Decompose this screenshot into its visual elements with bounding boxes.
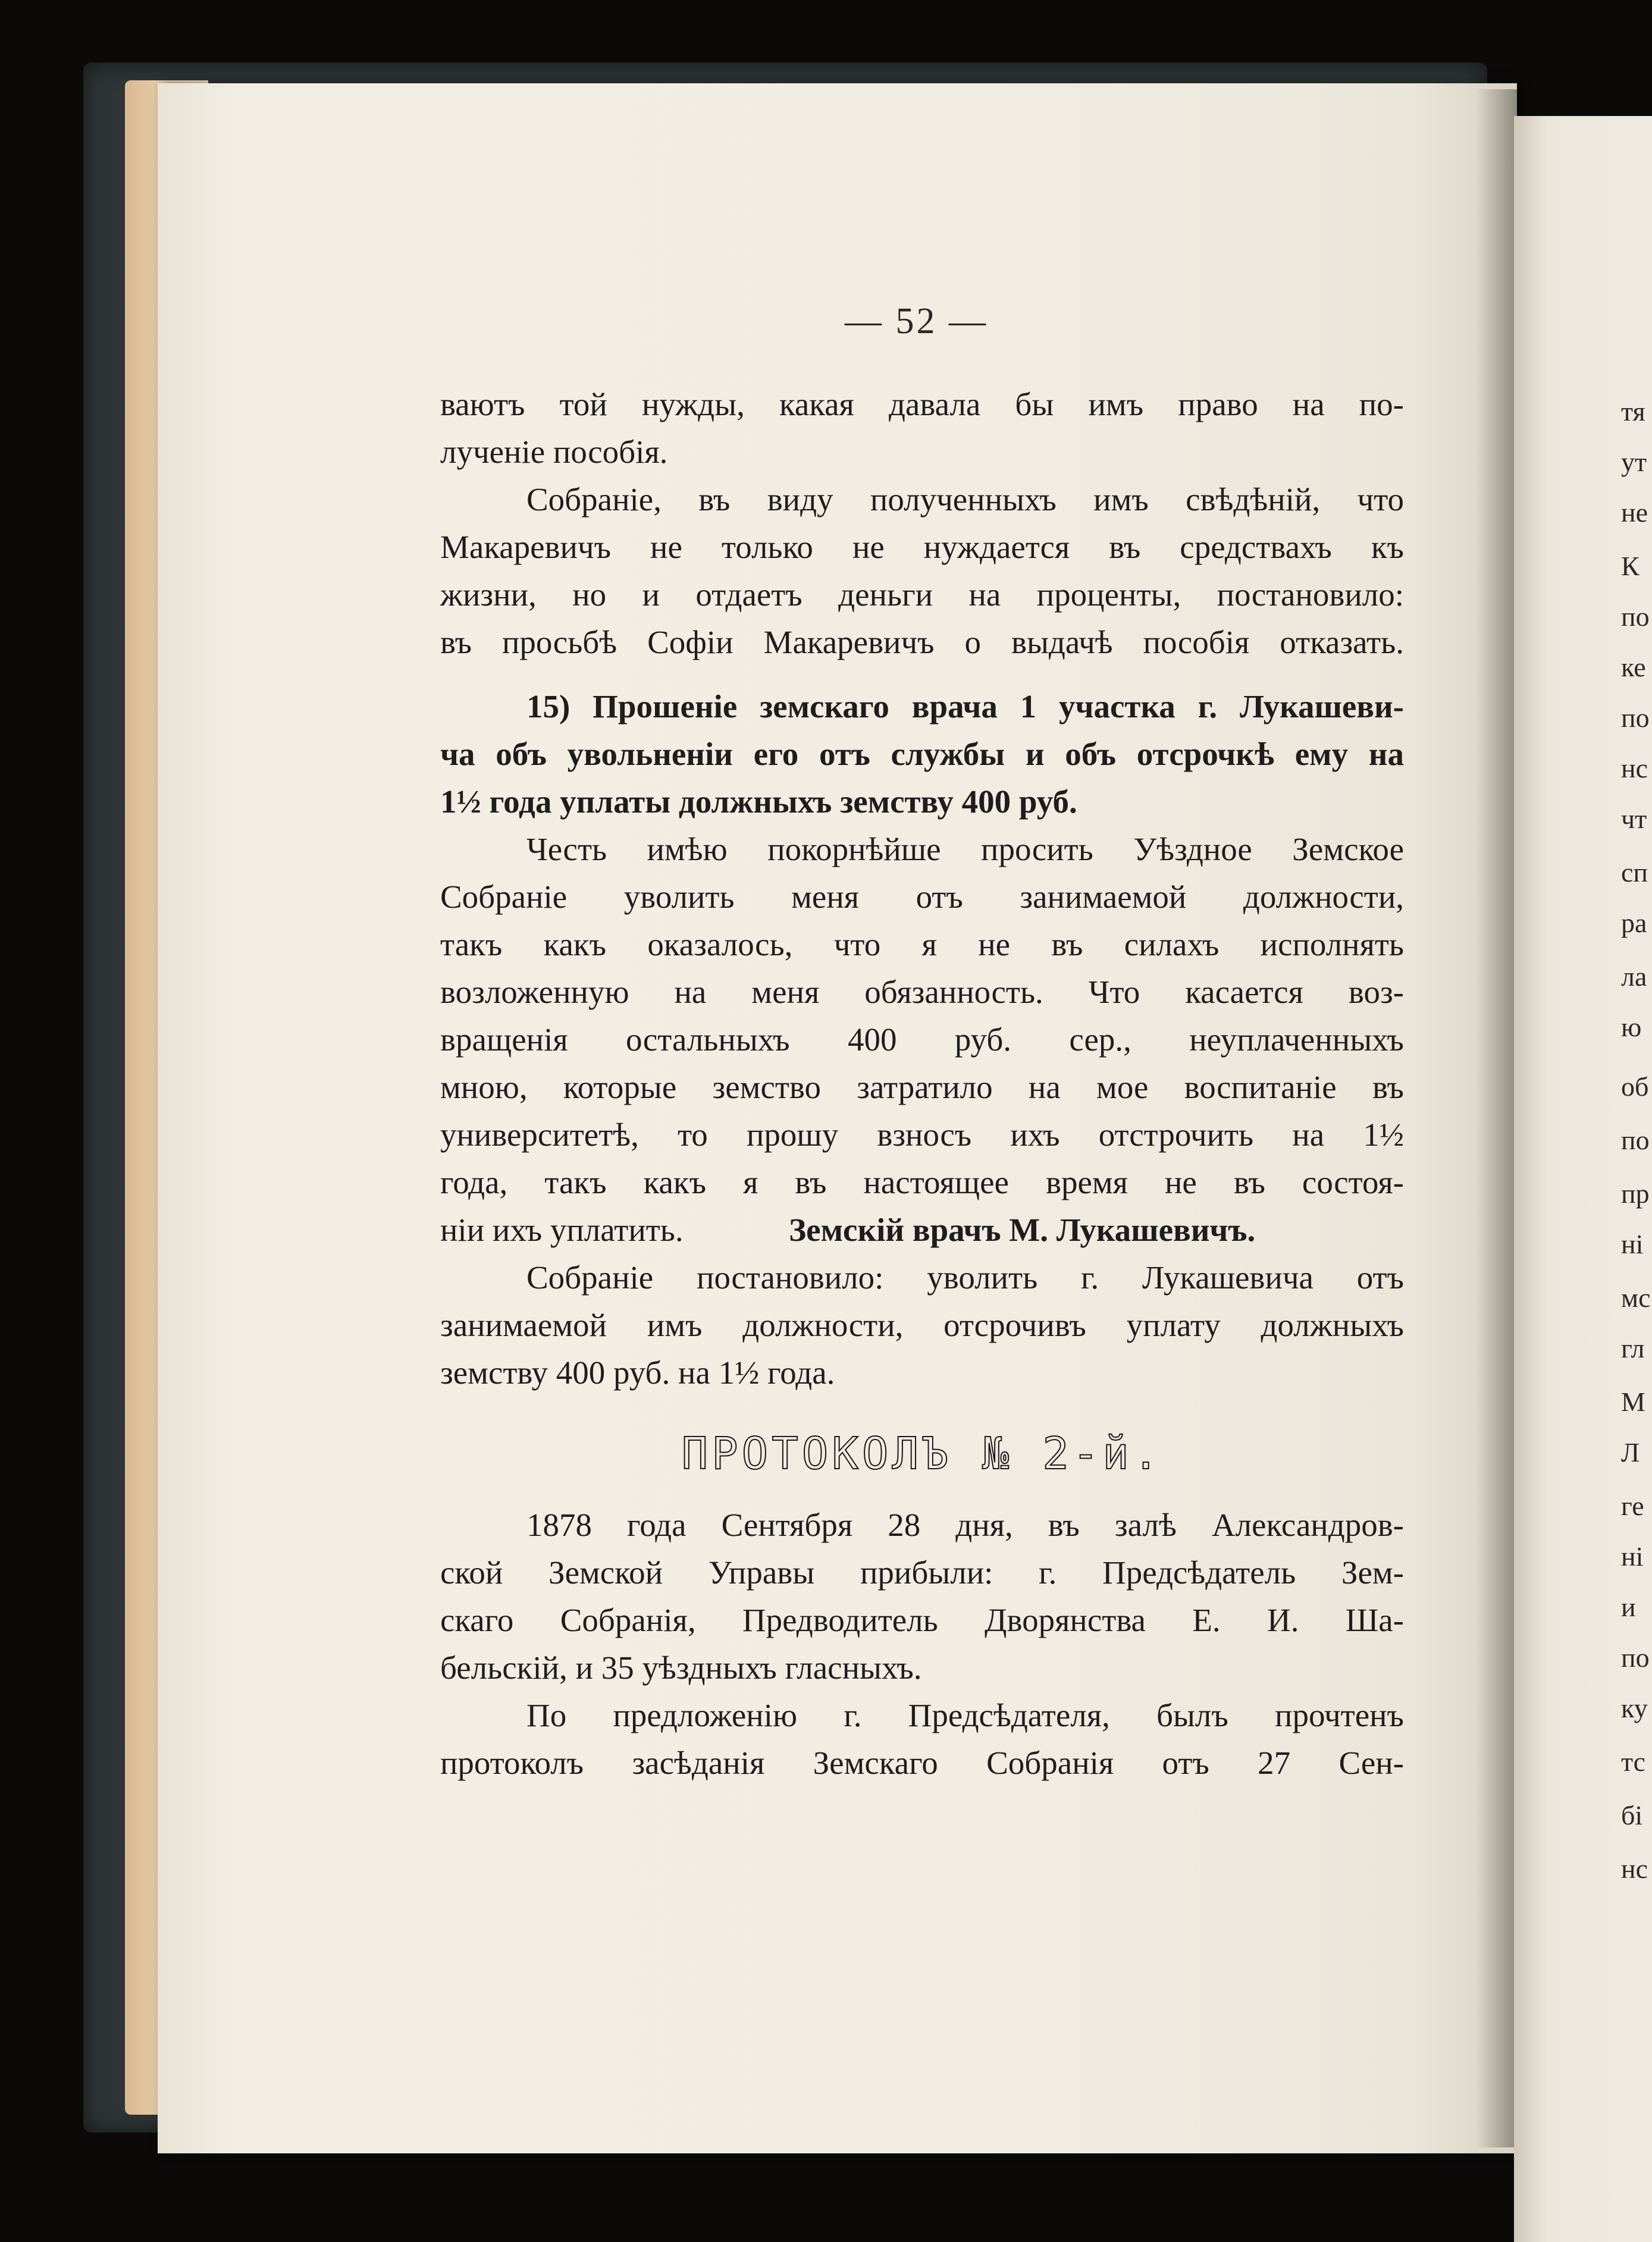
text-line: занимаемой имъ должности, отсрочивъ уплату должныхъ bbox=[440, 1307, 1404, 1343]
facing-page-fragment: ге bbox=[1621, 1491, 1644, 1521]
paragraph-protocol-2 bbox=[440, 1692, 1404, 1787]
text-line: Макаревичъ не только не нуждается въ средствахъ къ bbox=[440, 529, 1404, 565]
facing-page-fragment: ні bbox=[1621, 1229, 1644, 1259]
facing-page-fragment: ла bbox=[1621, 961, 1647, 992]
text-line: жизни, но и отдаетъ деньги на проценты, постановило: bbox=[440, 576, 1404, 613]
page-body bbox=[440, 381, 1404, 1787]
text-line: протоколъ засѣданія Земскаго Собранія отъ 27 Сен- bbox=[440, 1745, 1404, 1781]
text-line: возложенную на меня обязанность. Что касается воз- bbox=[440, 974, 1404, 1010]
paragraph-protocol-1 bbox=[440, 1501, 1404, 1692]
facing-page-fragment: мс bbox=[1621, 1283, 1651, 1313]
text-line: Собраніе, въ виду полученныхъ имъ свѣдѣній, что bbox=[526, 481, 1404, 518]
facing-page-fragment: тя bbox=[1621, 396, 1645, 427]
paragraph-decision bbox=[440, 1254, 1404, 1397]
facing-page-fragment: пр bbox=[1621, 1178, 1650, 1209]
text-line: ча объ увольненіи его отъ службы и объ отсрочкѣ ему на bbox=[440, 736, 1404, 772]
facing-page-fragment: и bbox=[1621, 1592, 1636, 1622]
signature: Земскій врачъ М. Лукашевичъ. bbox=[789, 1212, 1256, 1248]
facing-page bbox=[1514, 116, 1652, 2242]
text-line: скаго Собранія, Предводитель Дворянства Е. И. Ша- bbox=[440, 1602, 1404, 1638]
facing-page-fragment: М bbox=[1621, 1387, 1645, 1417]
facing-page-fragment: чт bbox=[1621, 804, 1647, 834]
facing-page-fragment: ку bbox=[1621, 1693, 1648, 1723]
paragraph-1 bbox=[440, 381, 1404, 476]
facing-page-fragment: ут bbox=[1621, 447, 1647, 477]
facing-page-fragment: гл bbox=[1621, 1333, 1645, 1363]
text-line: ской Земской Управы прибыли: г. Предсѣдатель Зем- bbox=[440, 1554, 1404, 1591]
text-fragment: ніи ихъ уплатить. bbox=[440, 1212, 684, 1248]
facing-page-fragment: об bbox=[1621, 1071, 1649, 1102]
text-line: 1½ года уплаты должныхъ земству 400 руб. bbox=[440, 783, 1077, 820]
facing-page-fragment: тс bbox=[1621, 1746, 1646, 1777]
text-line bbox=[440, 1206, 1404, 1254]
facing-page-fragment: ке bbox=[1621, 652, 1646, 682]
text-line: года, такъ какъ я въ настоящее время не въ состоя- bbox=[440, 1164, 1404, 1200]
text-line: лученіе пособія. bbox=[440, 434, 668, 470]
text-line: университетѣ, то прошу взносъ ихъ отстрочить на 1½ bbox=[440, 1117, 1404, 1153]
text-line: земству 400 руб. на 1½ года. bbox=[440, 1354, 835, 1391]
text-line: Собраніе постановило: уволить г. Лукашевича отъ bbox=[526, 1259, 1404, 1296]
text-line: 1878 года Сентября 28 дня, въ залѣ Александров- bbox=[526, 1507, 1404, 1543]
paragraph-2 bbox=[440, 476, 1404, 666]
text-line: Собраніе уволить меня отъ занимаемой должности, bbox=[440, 879, 1404, 915]
text-line: такъ какъ оказалось, что я не въ силахъ исполнять bbox=[440, 926, 1404, 962]
facing-page-fragment: по bbox=[1621, 1642, 1650, 1673]
facing-page-fragment: ю bbox=[1621, 1012, 1642, 1042]
facing-page-fragment: сп bbox=[1621, 857, 1648, 888]
facing-page-fragment: бі bbox=[1621, 1800, 1643, 1830]
text-line: мною, которые земство затратило на мое воспитаніе въ bbox=[440, 1069, 1404, 1105]
facing-page-fragment: нс bbox=[1621, 1854, 1648, 1884]
facing-page-fragment: К bbox=[1621, 551, 1640, 581]
spacer bbox=[440, 666, 1404, 683]
facing-page-fragment: по bbox=[1621, 601, 1650, 632]
text-line: ваютъ той нужды, какая давала бы имъ право на по- bbox=[440, 386, 1404, 422]
text-line: въ просьбѣ Софіи Макаревичъ о выдачѣ пособія отказать. bbox=[440, 624, 1404, 660]
text-line: бельскій, и 35 уѣздныхъ гласныхъ. bbox=[440, 1650, 922, 1686]
facing-page-fragment: Л bbox=[1621, 1437, 1640, 1468]
facing-page-fragment: не bbox=[1621, 497, 1648, 528]
text-line: вращенія остальныхъ 400 руб. сер., неуплаченныхъ bbox=[440, 1021, 1404, 1058]
text-line: Честь имѣю покорнѣйше просить Уѣздное Земское bbox=[526, 831, 1404, 867]
protocol-heading: ПРОТОКОЛЪ № 2-й. bbox=[681, 1428, 1163, 1479]
petition-text bbox=[440, 826, 1404, 1254]
facing-page-fragment: нс bbox=[1621, 753, 1648, 783]
text-line: По предложенію г. Предсѣдателя, былъ прочтенъ bbox=[526, 1697, 1404, 1733]
page-gutter-shadow bbox=[1475, 89, 1517, 2147]
text-line: 15) Прошеніе земскаго врача 1 участка г. Лукашеви- bbox=[526, 688, 1404, 725]
facing-page-fragment: ні bbox=[1621, 1541, 1644, 1572]
facing-page-fragment: по bbox=[1621, 703, 1650, 733]
facing-page-fragment: ра bbox=[1621, 908, 1647, 938]
facing-page-fragment: по bbox=[1621, 1125, 1650, 1155]
item-15-title bbox=[440, 683, 1404, 826]
page-number: — 52 — bbox=[845, 301, 988, 341]
